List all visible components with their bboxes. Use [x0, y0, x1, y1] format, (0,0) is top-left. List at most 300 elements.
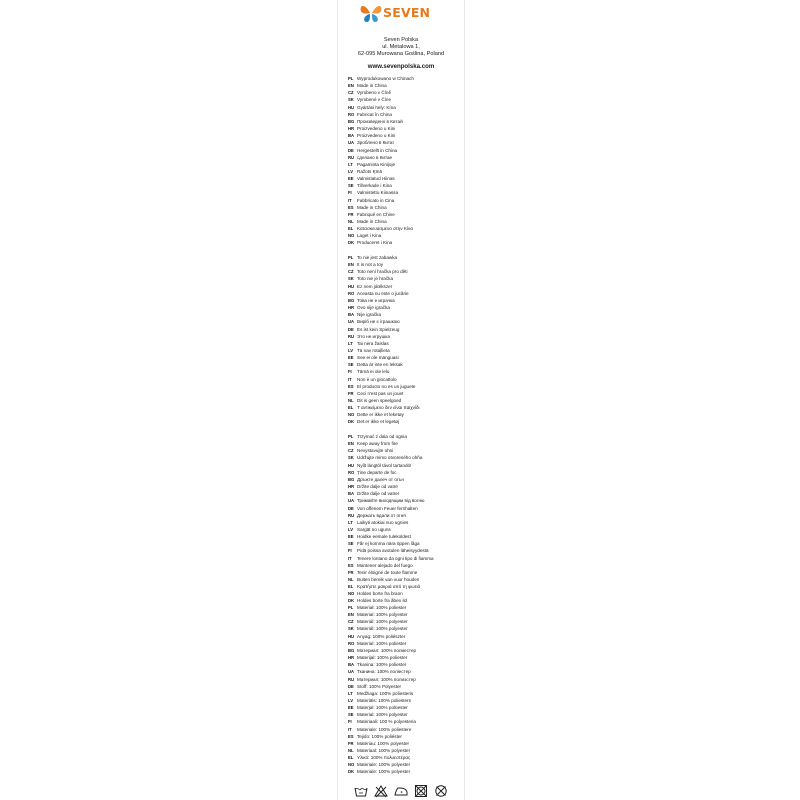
notice-text: To nie jest zabawka: [357, 255, 398, 260]
iron-low-icon: [394, 784, 408, 798]
language-code: NL: [348, 219, 354, 224]
language-code: NO: [348, 233, 355, 239]
notice-text: Hoidke eemale tulekoldest: [357, 534, 411, 540]
notice-row: [348, 254, 397, 261]
language-code: FI: [348, 369, 352, 375]
notice-text: Mantener alejado del fuego: [357, 562, 413, 568]
notice-row: [348, 175, 395, 182]
notice-row: [348, 576, 419, 583]
notice-row: [348, 718, 416, 725]
notice-text: Material: 100% poliester: [357, 640, 407, 646]
notice-text: Sargāt no uguns: [357, 526, 391, 532]
notice-row: [348, 768, 410, 775]
notice-row: [348, 633, 405, 640]
language-code: HR: [348, 655, 355, 661]
language-code: SK: [348, 626, 354, 632]
website-link[interactable]: www.sevenpolska.com: [367, 63, 435, 70]
language-code: EE: [348, 705, 354, 711]
notice-row: [348, 690, 413, 697]
notice-row: [348, 347, 390, 354]
company-name: Seven Polska: [383, 37, 419, 43]
notice-row: [348, 211, 395, 218]
language-code: BA: [348, 133, 355, 139]
notice-text: Toto nie je hračka: [357, 276, 394, 282]
notice-row: [348, 625, 408, 632]
notice-text: Materiale: 100% polyester: [357, 762, 411, 768]
language-code: LT: [348, 161, 353, 167]
notice-text: Pagaminta Kinijoje: [357, 161, 396, 167]
language-code: PL: [348, 605, 354, 610]
language-code: SE: [348, 362, 354, 368]
language-code: DK: [348, 598, 355, 604]
notice-row: [348, 704, 408, 711]
language-code: BG: [348, 118, 355, 124]
notice-row: [348, 275, 393, 282]
notice-row: [348, 354, 399, 361]
notice-text: Laget i Kina: [357, 233, 382, 239]
language-code: LT: [348, 340, 353, 346]
language-code: SK: [348, 97, 354, 103]
notice-text: Materiale: 100% polyester: [357, 769, 411, 775]
notice-row: [348, 590, 403, 597]
notice-text: Držite dalje od vatre!: [357, 491, 400, 497]
language-code: LV: [348, 526, 354, 532]
notice-text: Får ej komma nära öppen låga: [357, 541, 420, 547]
notice-row: [348, 368, 389, 375]
notice-text: Tkanina: 100% poliester: [357, 662, 407, 668]
language-code: FI: [348, 719, 352, 725]
notice-row: [348, 740, 409, 747]
notice-row: [348, 397, 401, 404]
notice-row: [348, 304, 390, 311]
notice-row: [348, 733, 402, 740]
seven-logo: [359, 2, 449, 24]
notice-text: Това не е играчка: [357, 297, 395, 303]
notice-text: Materijal: 100% poliester: [357, 655, 408, 661]
notice-text: Made in China: [357, 83, 387, 89]
notice-text: Materjal: 100% polüester: [357, 705, 408, 711]
notice-text: Tai nėra žaislas: [357, 340, 389, 346]
notice-row: [348, 569, 417, 576]
notice-text: Tämä ei ole lelu: [357, 369, 390, 375]
language-code: IT: [348, 376, 352, 382]
notice-text: Laikyti atokiai nuo ugnies: [357, 519, 409, 525]
notice-text: Тримайте виходящим від вогню: [357, 498, 425, 504]
notice-text: Toto není hračka pro děti: [357, 269, 408, 275]
notice-text: Proizvedeno u Kini: [357, 133, 396, 139]
language-code: IT: [348, 726, 352, 732]
language-code: RO: [348, 469, 355, 475]
notice-text: Ceci n'est pas un jouet: [357, 390, 404, 396]
notice-row: [348, 96, 391, 103]
language-code: DE: [348, 683, 354, 689]
language-code: RU: [348, 512, 355, 518]
notice-row: [348, 404, 420, 411]
notice-row: [348, 154, 392, 161]
language-code: LT: [348, 690, 353, 696]
notice-text: Matériau: 100% polyester: [357, 740, 410, 746]
language-code: ES: [348, 383, 354, 389]
notice-row: [348, 283, 392, 290]
language-code: EE: [348, 355, 354, 361]
language-code: BG: [348, 647, 355, 653]
notice-text: Von offenem Feuer fernhalten: [357, 505, 418, 511]
language-code: NO: [348, 762, 355, 768]
language-code: RU: [348, 154, 355, 160]
notice-row: [348, 333, 390, 340]
notice-text: Materiál: 100% polyester: [357, 626, 408, 632]
notice-text: Materiaal: 100% polyester: [357, 748, 411, 753]
notice-text: Зроблено в Китаї: [357, 140, 394, 146]
language-code: UA: [348, 140, 355, 146]
language-code: NO: [348, 412, 355, 418]
notice-row: [348, 562, 413, 569]
notice-text: Valmistatud Hiinas: [357, 176, 395, 182]
language-code: PL: [348, 76, 354, 81]
language-code: PL: [348, 255, 354, 260]
notice-row: [348, 104, 396, 111]
notice-row: [348, 462, 411, 469]
notice-text: Tenir éloigné de toute flamme: [357, 569, 418, 575]
notice-text: Fabriqué en Chine: [357, 211, 395, 217]
language-code: ES: [348, 562, 354, 568]
notice-row: [348, 711, 408, 718]
notice-text: Držite dalje od vatre: [357, 484, 398, 490]
notice-row: [348, 290, 409, 297]
language-code: HU: [348, 633, 355, 639]
notice-text: Proizvedeno u Kini: [357, 126, 396, 132]
notice-row: [348, 519, 408, 526]
language-code: BA: [348, 662, 355, 668]
notice-text: Дръжте далеч от огън: [357, 476, 404, 482]
notice-text: Anyag: 100% poliészter: [357, 633, 406, 639]
notice-row: [348, 747, 410, 754]
notice-row: [348, 490, 399, 497]
city-address: 62-095 Murowana Goślina, Poland: [357, 51, 445, 57]
language-code: IT: [348, 555, 352, 561]
notice-text: Dit is geen speelgoed: [357, 398, 402, 403]
language-code: CZ: [348, 448, 354, 454]
notice-row: [348, 268, 408, 275]
notice-text: Medžiaga: 100% poliesteris: [357, 690, 414, 696]
notice-row: [348, 132, 395, 139]
notice-text: Материал: 100% полиэстер: [357, 676, 416, 682]
notice-row: [348, 547, 429, 554]
language-code: HU: [348, 462, 355, 468]
notice-row: [348, 75, 414, 82]
notice-row: [348, 483, 398, 490]
notice-row: [348, 497, 425, 504]
language-code: NL: [348, 748, 354, 753]
notice-row: [348, 654, 407, 661]
notice-text: Keep away from fire: [357, 441, 398, 447]
notice-text: Materiale: 100% poliestere: [357, 726, 412, 732]
notice-row: [348, 161, 395, 168]
notice-row: [348, 668, 411, 675]
language-code: DE: [348, 147, 354, 153]
notice-row: [348, 661, 406, 668]
language-code: LV: [348, 697, 354, 703]
notice-text: Κρατήστε μακριά από τη φωτιά: [357, 584, 421, 590]
notice-row: [348, 640, 406, 647]
notice-row: [348, 604, 406, 611]
notice-row: [348, 433, 407, 440]
notice-text: See ei ole mänguasi: [357, 355, 399, 361]
notice-row: [348, 440, 398, 447]
language-code: SK: [348, 455, 354, 461]
notice-row: [348, 189, 398, 196]
notice-row: [348, 583, 420, 590]
language-code: HR: [348, 305, 355, 311]
language-code: HU: [348, 104, 355, 110]
language-code: EN: [348, 612, 354, 618]
notice-text: Trzymać z dala od ognia: [357, 434, 407, 439]
language-code: DK: [348, 240, 355, 246]
notice-row: [348, 383, 416, 390]
notice-row: [348, 147, 397, 154]
notice-row: [348, 111, 392, 118]
language-code: EN: [348, 441, 354, 447]
language-code: NL: [348, 398, 354, 403]
notice-text: Non è un giocattolo: [357, 376, 397, 382]
language-code: EN: [348, 83, 354, 89]
notice-row: [348, 232, 381, 239]
notice-text: Nyílt lángtól távol tartandó!: [357, 462, 412, 468]
notice-row: [348, 676, 416, 683]
language-code: DE: [348, 326, 354, 332]
notice-row: [348, 454, 422, 461]
language-code: SE: [348, 712, 354, 718]
language-code: CZ: [348, 269, 354, 275]
language-code: FI: [348, 548, 352, 554]
notice-text: Fabbricato in Cina: [357, 197, 395, 203]
notice-text: Ține departe de foc: [357, 469, 397, 475]
language-code: HU: [348, 283, 355, 289]
notice-text: Nevystavujte ohni: [357, 448, 394, 454]
notice-row: [348, 225, 413, 232]
notice-text: Produceret i Kina: [357, 240, 393, 246]
language-code: RO: [348, 640, 355, 646]
notice-text: Материал: 100% полиестер: [357, 647, 417, 653]
notice-text: Υλικό: 100% πολυεστέρας: [357, 755, 411, 761]
language-code: RO: [348, 290, 355, 296]
notice-row: [348, 726, 411, 733]
notice-text: Made in China: [357, 219, 387, 224]
language-code: UA: [348, 669, 355, 675]
notice-text: Materiāls: 100% poliesters: [357, 697, 411, 703]
language-code: FR: [348, 569, 354, 575]
notice-row: [348, 139, 394, 146]
language-code: IT: [348, 197, 352, 203]
notice-text: Tā nav rotaļlieta: [357, 347, 390, 353]
notice-row: [348, 540, 420, 547]
butterfly-logo-icon: [359, 2, 383, 24]
notice-row: [348, 197, 394, 204]
notice-row: [348, 82, 387, 89]
notice-row: [348, 311, 381, 318]
notice-text: Material: 100% polyester: [357, 712, 408, 718]
notice-row: [348, 182, 392, 189]
notice-text: El producto no es un juguete: [357, 383, 416, 389]
notice-text: Vyrobeno v Číně: [357, 90, 392, 96]
notice-text: Udržujte mimo otvoreného ohňa: [357, 455, 423, 461]
notice-row: [348, 204, 387, 211]
language-code: LV: [348, 168, 354, 174]
notice-row: [348, 376, 397, 383]
product-label: [337, 0, 465, 800]
language-code: DE: [348, 505, 354, 511]
language-code: NO: [348, 591, 355, 597]
notice-row: [348, 297, 395, 304]
notice-text: Es ist kein Spielzeug: [357, 326, 400, 332]
notice-text: Materiał: 100% poliester: [357, 605, 407, 610]
language-code: LT: [348, 519, 353, 525]
notice-text: Fabricat în China: [357, 111, 392, 117]
notice-row: [348, 218, 387, 225]
notice-text: It is not a toy: [357, 262, 384, 268]
notice-text: Ovo nije igračka: [357, 305, 390, 311]
notice-text: Vyrobené v Číne: [357, 97, 392, 103]
language-code: FR: [348, 740, 354, 746]
notice-row: [348, 697, 411, 704]
no-bleach-icon: [374, 784, 388, 798]
language-code: SE: [348, 183, 354, 189]
notice-text: сделано в Китае: [357, 154, 393, 160]
notice-row: [348, 761, 410, 768]
language-code: EE: [348, 534, 354, 540]
street-address: ul. Metalowa 1,: [382, 44, 420, 50]
notice-row: [348, 318, 400, 325]
language-code: DK: [348, 769, 355, 775]
notice-text: Holdes borte fra åben ild: [357, 598, 408, 604]
notice-row: [348, 340, 389, 347]
notice-text: Dette er ikke et leketøy: [357, 412, 404, 418]
notice-row: [348, 125, 395, 132]
language-code: UA: [348, 498, 355, 504]
language-code: HR: [348, 484, 355, 490]
language-code: BA: [348, 312, 355, 318]
notice-row: [348, 754, 410, 761]
notice-text: Pidä poissa avotulen läheisyydestä: [357, 548, 429, 554]
language-code: RO: [348, 111, 355, 117]
language-code: PL: [348, 434, 354, 439]
notice-text: Valmistettu Kiinassa: [357, 190, 399, 196]
notice-row: [348, 476, 404, 483]
notice-text: Hergestellt in China: [357, 147, 398, 153]
language-code: CZ: [348, 90, 354, 96]
notice-row: [348, 618, 408, 625]
notice-text: Materiaali: 100 % polyesteria: [357, 719, 416, 725]
notice-text: Держать вдали от огня: [357, 512, 406, 518]
notice-row: [348, 533, 411, 540]
language-code: ES: [348, 733, 354, 739]
language-code: EL: [348, 755, 354, 761]
language-code: FR: [348, 211, 354, 217]
language-code: RU: [348, 676, 355, 682]
care-symbols: [354, 784, 454, 798]
notice-text: Ez nem játékszer: [357, 283, 393, 289]
language-code: EL: [348, 584, 354, 590]
notice-text: Τ αντικείμενο δεν είναι παιχνίδι: [357, 405, 420, 411]
language-code: DK: [348, 419, 355, 425]
brand-name: SEVEN: [383, 5, 431, 20]
language-code: BG: [348, 297, 355, 303]
language-code: EL: [348, 405, 354, 411]
notice-text: Wyprodukowano w Chinach: [357, 76, 414, 81]
notice-row: [348, 261, 383, 268]
language-code: BG: [348, 476, 355, 482]
notice-row: [348, 418, 399, 425]
language-code: UA: [348, 319, 355, 325]
notice-text: Materiál: 100% polyester: [357, 619, 408, 625]
language-code: EL: [348, 226, 354, 232]
notice-row: [348, 239, 392, 246]
notice-row: [348, 526, 391, 533]
language-code: SE: [348, 541, 354, 547]
notice-text: Made in China: [357, 204, 387, 210]
notice-text: Material: 100% polyester: [357, 612, 408, 618]
notice-row: [348, 647, 416, 654]
language-code: NL: [348, 577, 354, 582]
language-code: RU: [348, 333, 355, 339]
no-tumble-dry-icon: [414, 784, 428, 798]
notice-text: Виріб не є іграшкою: [357, 319, 400, 325]
notice-row: [348, 512, 406, 519]
notice-text: Det er ikke et legetøj: [357, 419, 400, 425]
notice-text: Aceasta nu este o jucărie: [357, 290, 409, 296]
language-code: HR: [348, 126, 355, 132]
language-code: LV: [348, 347, 354, 353]
notice-text: Nije igračka: [357, 312, 381, 318]
language-code: CZ: [348, 619, 354, 625]
language-code: EE: [348, 176, 354, 182]
notice-text: Gyártási hely: Kína: [357, 104, 396, 110]
notice-text: Stoff: 100% Polyester: [357, 683, 402, 689]
notice-text: Holdes borte fra brann: [357, 591, 403, 597]
wash-30-icon: [354, 784, 368, 798]
notice-row: [348, 611, 408, 618]
language-code: FI: [348, 190, 352, 196]
notice-row: [348, 505, 418, 512]
language-code: EN: [348, 262, 354, 268]
notice-text: Tillverkade i Kina: [357, 183, 392, 189]
notice-text: Произведено в Китай: [357, 118, 403, 124]
notice-row: [348, 168, 382, 175]
language-code: ES: [348, 204, 354, 210]
notice-text: Κατασκευασμένο στην Κίνα: [357, 226, 413, 232]
language-code: BA: [348, 491, 355, 497]
language-code: SK: [348, 276, 354, 282]
language-code: FR: [348, 390, 354, 396]
notice-text: Buiten bereik van vuur houden: [357, 577, 420, 582]
notice-row: [348, 89, 391, 96]
notice-text: Это не игрушка: [357, 333, 390, 339]
notice-row: [348, 411, 404, 418]
notice-row: [348, 326, 399, 333]
notice-row: [348, 555, 434, 562]
notice-row: [348, 118, 403, 125]
notice-text: Tejido: 100% poliéster: [357, 733, 402, 739]
notice-row: [348, 361, 403, 368]
notice-row: [348, 447, 393, 454]
notice-row: [348, 683, 401, 690]
notice-text: Тканина: 100% поліестер: [357, 669, 411, 675]
notice-row: [348, 390, 403, 397]
notice-text: Ražots Ķīnā: [357, 168, 383, 174]
notice-text: Detta är inte en leksak: [357, 362, 403, 368]
notice-row: [348, 469, 397, 476]
notice-text: Tenere lontano da ogni tipo di fiamma: [357, 555, 434, 561]
